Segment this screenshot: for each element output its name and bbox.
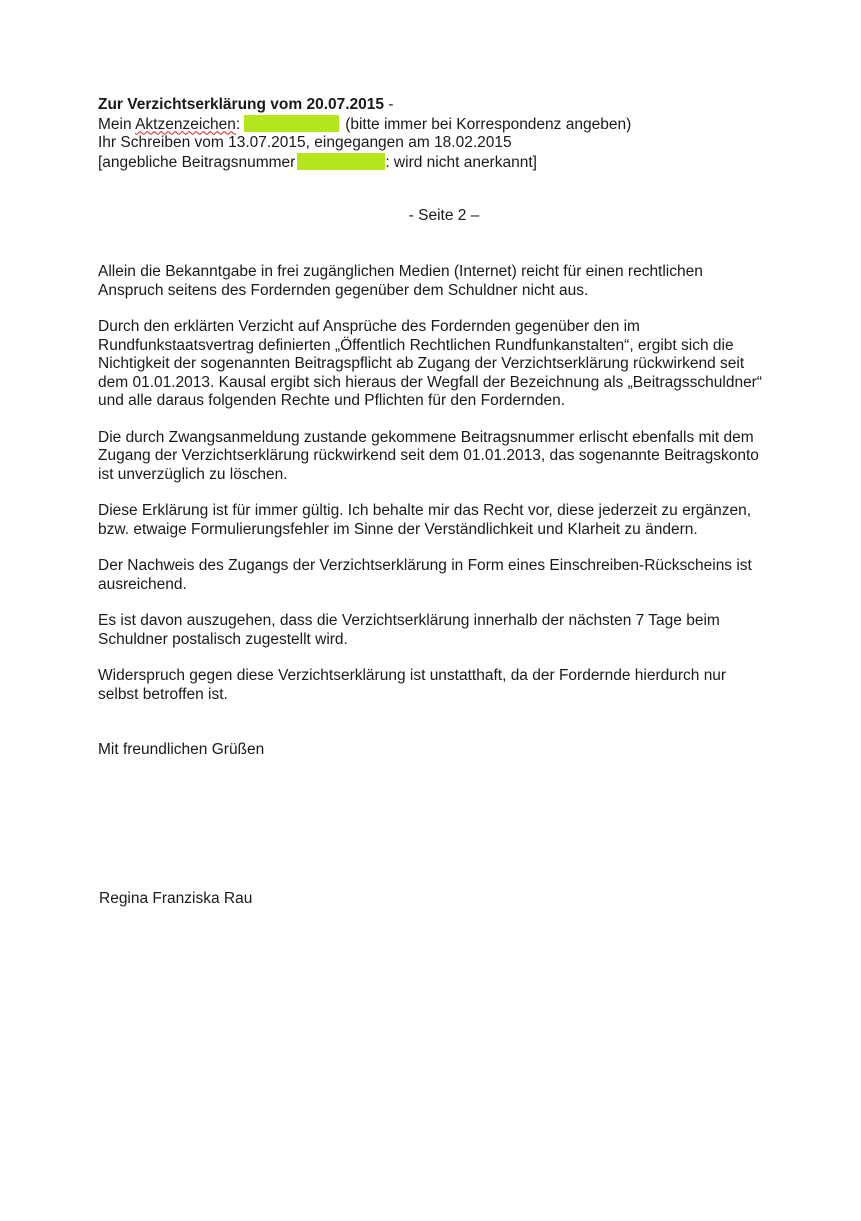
closing-greeting: Mit freundlichen Grüßen — [98, 741, 265, 758]
letter-body — [98, 263, 768, 722]
letter-header — [98, 96, 778, 172]
contribution-number-line — [98, 153, 778, 173]
redaction-highlight — [297, 153, 385, 170]
page-number — [0, 207, 861, 226]
signature-name: Regina Franziska Rau — [99, 890, 253, 907]
reference-label-word: Aktzenzeichen — [135, 115, 236, 133]
paragraph: Der Nachweis des Zugangs der Verzichtserklärung in Form eines Einschreiben-Rückscheins ist ausreichend. — [98, 557, 752, 593]
reference-line — [98, 115, 778, 135]
page-number-text: - Seite 2 – — [408, 207, 480, 224]
paragraph: Allein die Bekanntgabe in frei zugänglichen Medien (Internet) reicht für einen rechtlichen Anspruch seitens des Fordernden gegenüber dem Schuldner nicht aus. — [98, 263, 703, 299]
reference-label-colon: : — [235, 115, 241, 133]
reference-label-prefix: Mein — [98, 115, 136, 133]
paragraph: Es ist davon auszugehen, dass die Verzichtserklärung innerhalb der nächsten 7 Tage beim Schuldner postalisch zugestellt wird. — [98, 612, 720, 648]
contribution-prefix: [angebliche Beitragsnummer — [98, 153, 296, 171]
paragraph: Diese Erklärung ist für immer gültig. Ich behalte mir das Recht vor, diese jederzeit zu ergänzen, bzw. etwaige Formulierungsfehler im Sinne der Verständlichkeit und Klarheit zu ändern. — [98, 502, 752, 538]
contribution-suffix: : wird nicht anerkannt] — [385, 153, 537, 171]
paragraph: Widerspruch gegen diese Verzichtserklärung ist unstatthaft, da der Fordernde hierdurch nur selbst betroffen ist. — [98, 667, 727, 703]
paragraph: Durch den erklärten Verzicht auf Ansprüche des Fordernden gegenüber den im Rundfunkstaatsvertrag definierten „Öffentlich Rechtlichen Rundfunkanstalten“, ergibt sich die Nichtigkeit der sogenannten Beitragspflicht ab Zugang der Verzichtserklärung rückwirkend seit dem 01.01.2013. Kausal ergibt sich hieraus der Wegfall der Bezeichnung als „Beitragsschuldner“ und alle daraus folgenden Rechte und Pflichten für den Fordernden. — [98, 318, 763, 409]
subject-line — [98, 96, 778, 115]
reference-note: (bitte immer bei Korrespondenz angeben) — [345, 115, 632, 133]
paragraph: Die durch Zwangsanmeldung zustande gekommene Beitragsnummer erlischt ebenfalls mit dem Zugang der Verzichtserklärung rückwirkend seit dem 01.01.2013, das sogenannte Beitragskonto ist unverzüglich zu löschen. — [98, 428, 759, 483]
letter-reference-line: Ihr Schreiben vom 13.07.2015, eingegangen am 18.02.2015 — [98, 134, 512, 151]
redaction-highlight — [244, 115, 339, 132]
subject-suffix: - — [384, 96, 394, 113]
subject-title: Zur Verzichtserklärung vom 20.07.2015 — [98, 96, 385, 113]
